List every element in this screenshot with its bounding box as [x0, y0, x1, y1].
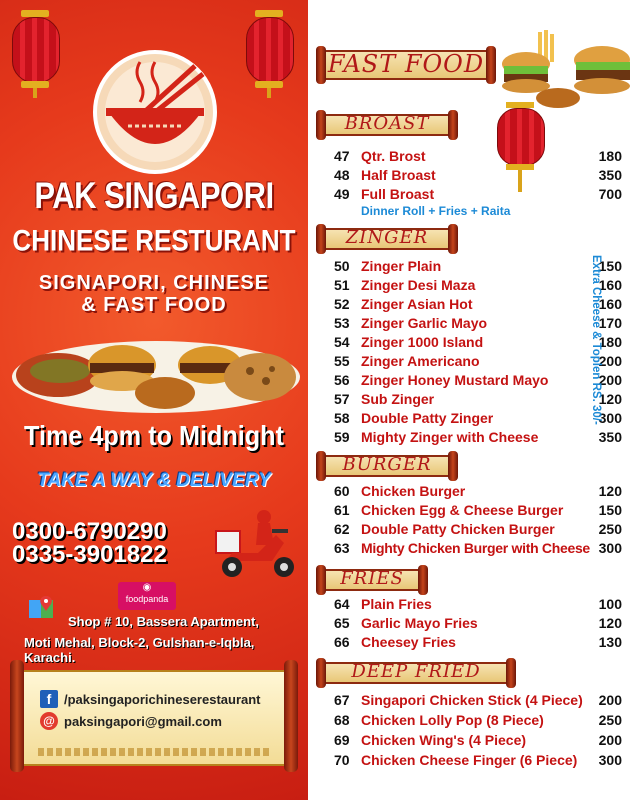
- menu-item: 63 Mighty Chicken Burger with Cheese 300: [334, 540, 622, 556]
- address-line-1: Shop # 10, Bassera Apartment,: [68, 614, 259, 629]
- email-link[interactable]: [40, 712, 222, 730]
- menu-item: 55 Zinger Americano 200: [334, 353, 622, 369]
- email-address: paksingapori@gmail.com: [64, 713, 222, 729]
- phone-number-1[interactable]: 0300-6790290: [12, 518, 167, 545]
- broast-includes-note: Dinner Roll + Fries + Raita: [361, 204, 511, 218]
- menu-item: 65 Garlic Mayo Fries 120: [334, 615, 622, 631]
- lantern-icon: [12, 10, 58, 90]
- fast-food-banner: [316, 46, 496, 84]
- menu-item: 48 Half Broast 350: [334, 167, 622, 183]
- menu-item: 67 Singapori Chicken Stick (4 Piece) 200: [334, 692, 622, 708]
- tagline-line2: & FAST FOOD: [81, 294, 227, 316]
- opening-hours: Time 4pm to Midnight: [24, 420, 284, 451]
- map-pin-icon: [28, 596, 54, 620]
- menu-item: 66 Cheesey Fries 130: [334, 634, 622, 650]
- section-banner-fries: FRIES: [316, 565, 428, 595]
- section-banner-broast: BROAST: [316, 110, 458, 140]
- menu-item: 50 Zinger Plain 150: [334, 258, 622, 274]
- section-banner-burger: BURGER: [316, 451, 458, 481]
- menu-item: 60 Chicken Burger 120: [334, 483, 622, 499]
- menu-item: 56 Zinger Honey Mustard Mayo 200: [334, 372, 622, 388]
- restaurant-name: PAK SINGAPORI: [34, 174, 274, 217]
- email-icon: @: [40, 712, 58, 730]
- extra-cheese-note: Extra Cheese & Toplen RS. 30/-: [590, 255, 602, 425]
- restaurant-name-line2: CHINESE RESTURANT: [12, 222, 296, 258]
- foodpanda-logo: ◉ foodpanda: [118, 582, 176, 610]
- decorative-border: [38, 748, 270, 756]
- menu-item: 62 Double Patty Chicken Burger 250: [334, 521, 622, 537]
- menu-item: 69 Chicken Wing's (4 Piece) 200: [334, 732, 622, 748]
- address-line-2: Moti Mehal, Block-2, Gulshan-e-Iqbla, Karachi.: [24, 635, 255, 665]
- flyer-left-panel: [0, 0, 308, 800]
- menu-item: 54 Zinger 1000 Island 180: [334, 334, 622, 350]
- service-type: TAKE A WAY & DELIVERY: [37, 470, 271, 491]
- menu-item: 59 Mighty Zinger with Cheese 350: [334, 429, 622, 445]
- food-platter-image: [10, 325, 302, 415]
- menu-item: 53 Zinger Garlic Mayo 170: [334, 315, 622, 331]
- facebook-icon: f: [40, 690, 58, 708]
- contact-scroll: [10, 660, 298, 772]
- panda-icon: ◉: [142, 582, 152, 593]
- menu-item: 52 Zinger Asian Hot 160: [334, 296, 622, 312]
- delivery-scooter-icon: [212, 505, 304, 585]
- menu-item: 57 Sub Zinger 120: [334, 391, 622, 407]
- burger-fries-image: [498, 30, 634, 110]
- menu-item: 51 Zinger Desi Maza 160: [334, 277, 622, 293]
- phone-number-2[interactable]: 0335-3901822: [12, 541, 167, 568]
- menu-item: 49 Full Broast 700: [334, 186, 622, 202]
- facebook-link[interactable]: [40, 690, 261, 708]
- lantern-icon: [246, 10, 292, 90]
- section-banner-zinger: ZINGER: [316, 224, 458, 254]
- tagline-line1: SIGNAPORI, CHINESE: [38, 272, 270, 294]
- menu-item: 47 Qtr. Brost 180: [334, 148, 622, 164]
- menu-item: 61 Chicken Egg & Cheese Burger 150: [334, 502, 622, 518]
- section-banner-deep-fried: DEEP FRIED: [316, 658, 516, 688]
- menu-item: 68 Chicken Lolly Pop (8 Piece) 250: [334, 712, 622, 728]
- bowl-chopsticks-logo: [70, 44, 240, 174]
- menu-item: 58 Double Patty Zinger 300: [334, 410, 622, 426]
- menu-item: 70 Chicken Cheese Finger (6 Piece) 300: [334, 752, 622, 768]
- facebook-handle: /paksingaporichineserestaurant: [64, 691, 261, 707]
- menu-item: 64 Plain Fries 100: [334, 596, 622, 612]
- menu-heading: FAST FOOD: [327, 50, 485, 78]
